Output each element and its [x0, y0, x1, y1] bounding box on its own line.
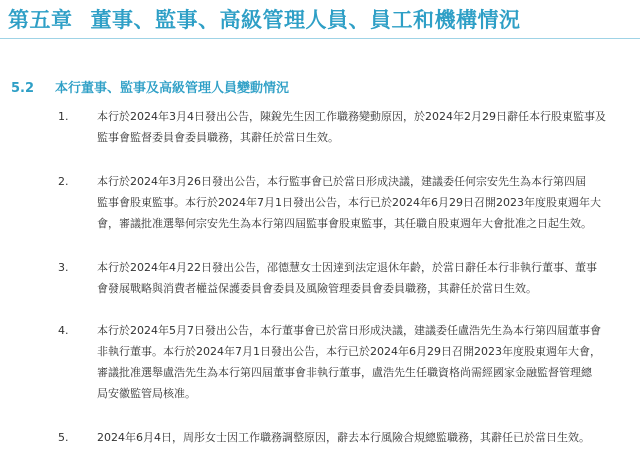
list-item-line: 本行於2024年3月4日發出公告，陳銳先生因工作職務變動原因，於2024年2月29日辭任本行股東監事及: [97, 110, 606, 123]
list-item-text: [97, 427, 630, 448]
list-item-number: 4.: [58, 324, 69, 337]
list-item-number: 2.: [58, 175, 69, 188]
section-heading: [11, 77, 289, 96]
list-item-number: 1.: [58, 110, 69, 123]
list-item-line: 2024年6月4日，周彤女士因工作職務調整原因，辭去本行風險合規總監職務，其辭任已於當日生效。: [97, 431, 590, 444]
list-item-line: 本行於2024年5月7日發出公告，本行董事會已於當日形成決議，建議委任盧浩先生為本行第四屆董事會: [97, 324, 601, 337]
list-item-line: 本行於2024年3月26日發出公告，本行監事會已於當日形成決議，建議委任何宗安先生為本行第四屆: [97, 175, 586, 188]
section-title: 本行董事、監事及高級管理人員變動情況: [55, 81, 290, 96]
list-item-text: [97, 320, 630, 404]
chapter-title: [8, 4, 521, 34]
chapter-number: 第五章: [8, 8, 73, 32]
list-item-text: [97, 106, 630, 148]
list-item-line: 本行於2024年4月22日發出公告，邵德慧女士因達到法定退休年齡，於當日辭任本行非執行董事、董事: [97, 261, 597, 274]
list-item-text: [97, 171, 630, 234]
section-number: 5.2: [11, 81, 35, 96]
list-item-line: 審議批准選舉盧浩先生為本行第四屆董事會非執行董事，盧浩先生任職資格尚需經國家金融監督管理總: [97, 366, 592, 379]
list-item-text: [97, 257, 630, 299]
list-item-line: 非執行董事。本行於2024年7月1日發出公告，本行已於2024年6月29日召開2023年度股東週年大會，: [97, 345, 601, 358]
list-item-line: 會發展戰略與消費者權益保護委員會委員及風險管理委員會委員職務，其辭任於當日生效。: [97, 282, 537, 295]
list-item-line: 局安徽監管局核准。: [97, 387, 196, 400]
list-item-line: 監事會監督委員會委員職務，其辭任於當日生效。: [97, 131, 339, 144]
list-item-number: 3.: [58, 261, 69, 274]
list-item-line: 會，審議批准選舉何宗安先生為本行第四屆監事會股東監事，其任職自股東週年大會批准之日起生效。: [97, 217, 592, 230]
title-divider: [0, 38, 640, 39]
chapter-title-text: 董事、監事、高級管理人員、員工和機構情況: [90, 8, 521, 32]
list-item-line: 監事會股東監事。本行於2024年7月1日發出公告，本行已於2024年6月29日召開2023年度股東週年大: [97, 196, 601, 209]
list-item-number: 5.: [58, 431, 69, 444]
